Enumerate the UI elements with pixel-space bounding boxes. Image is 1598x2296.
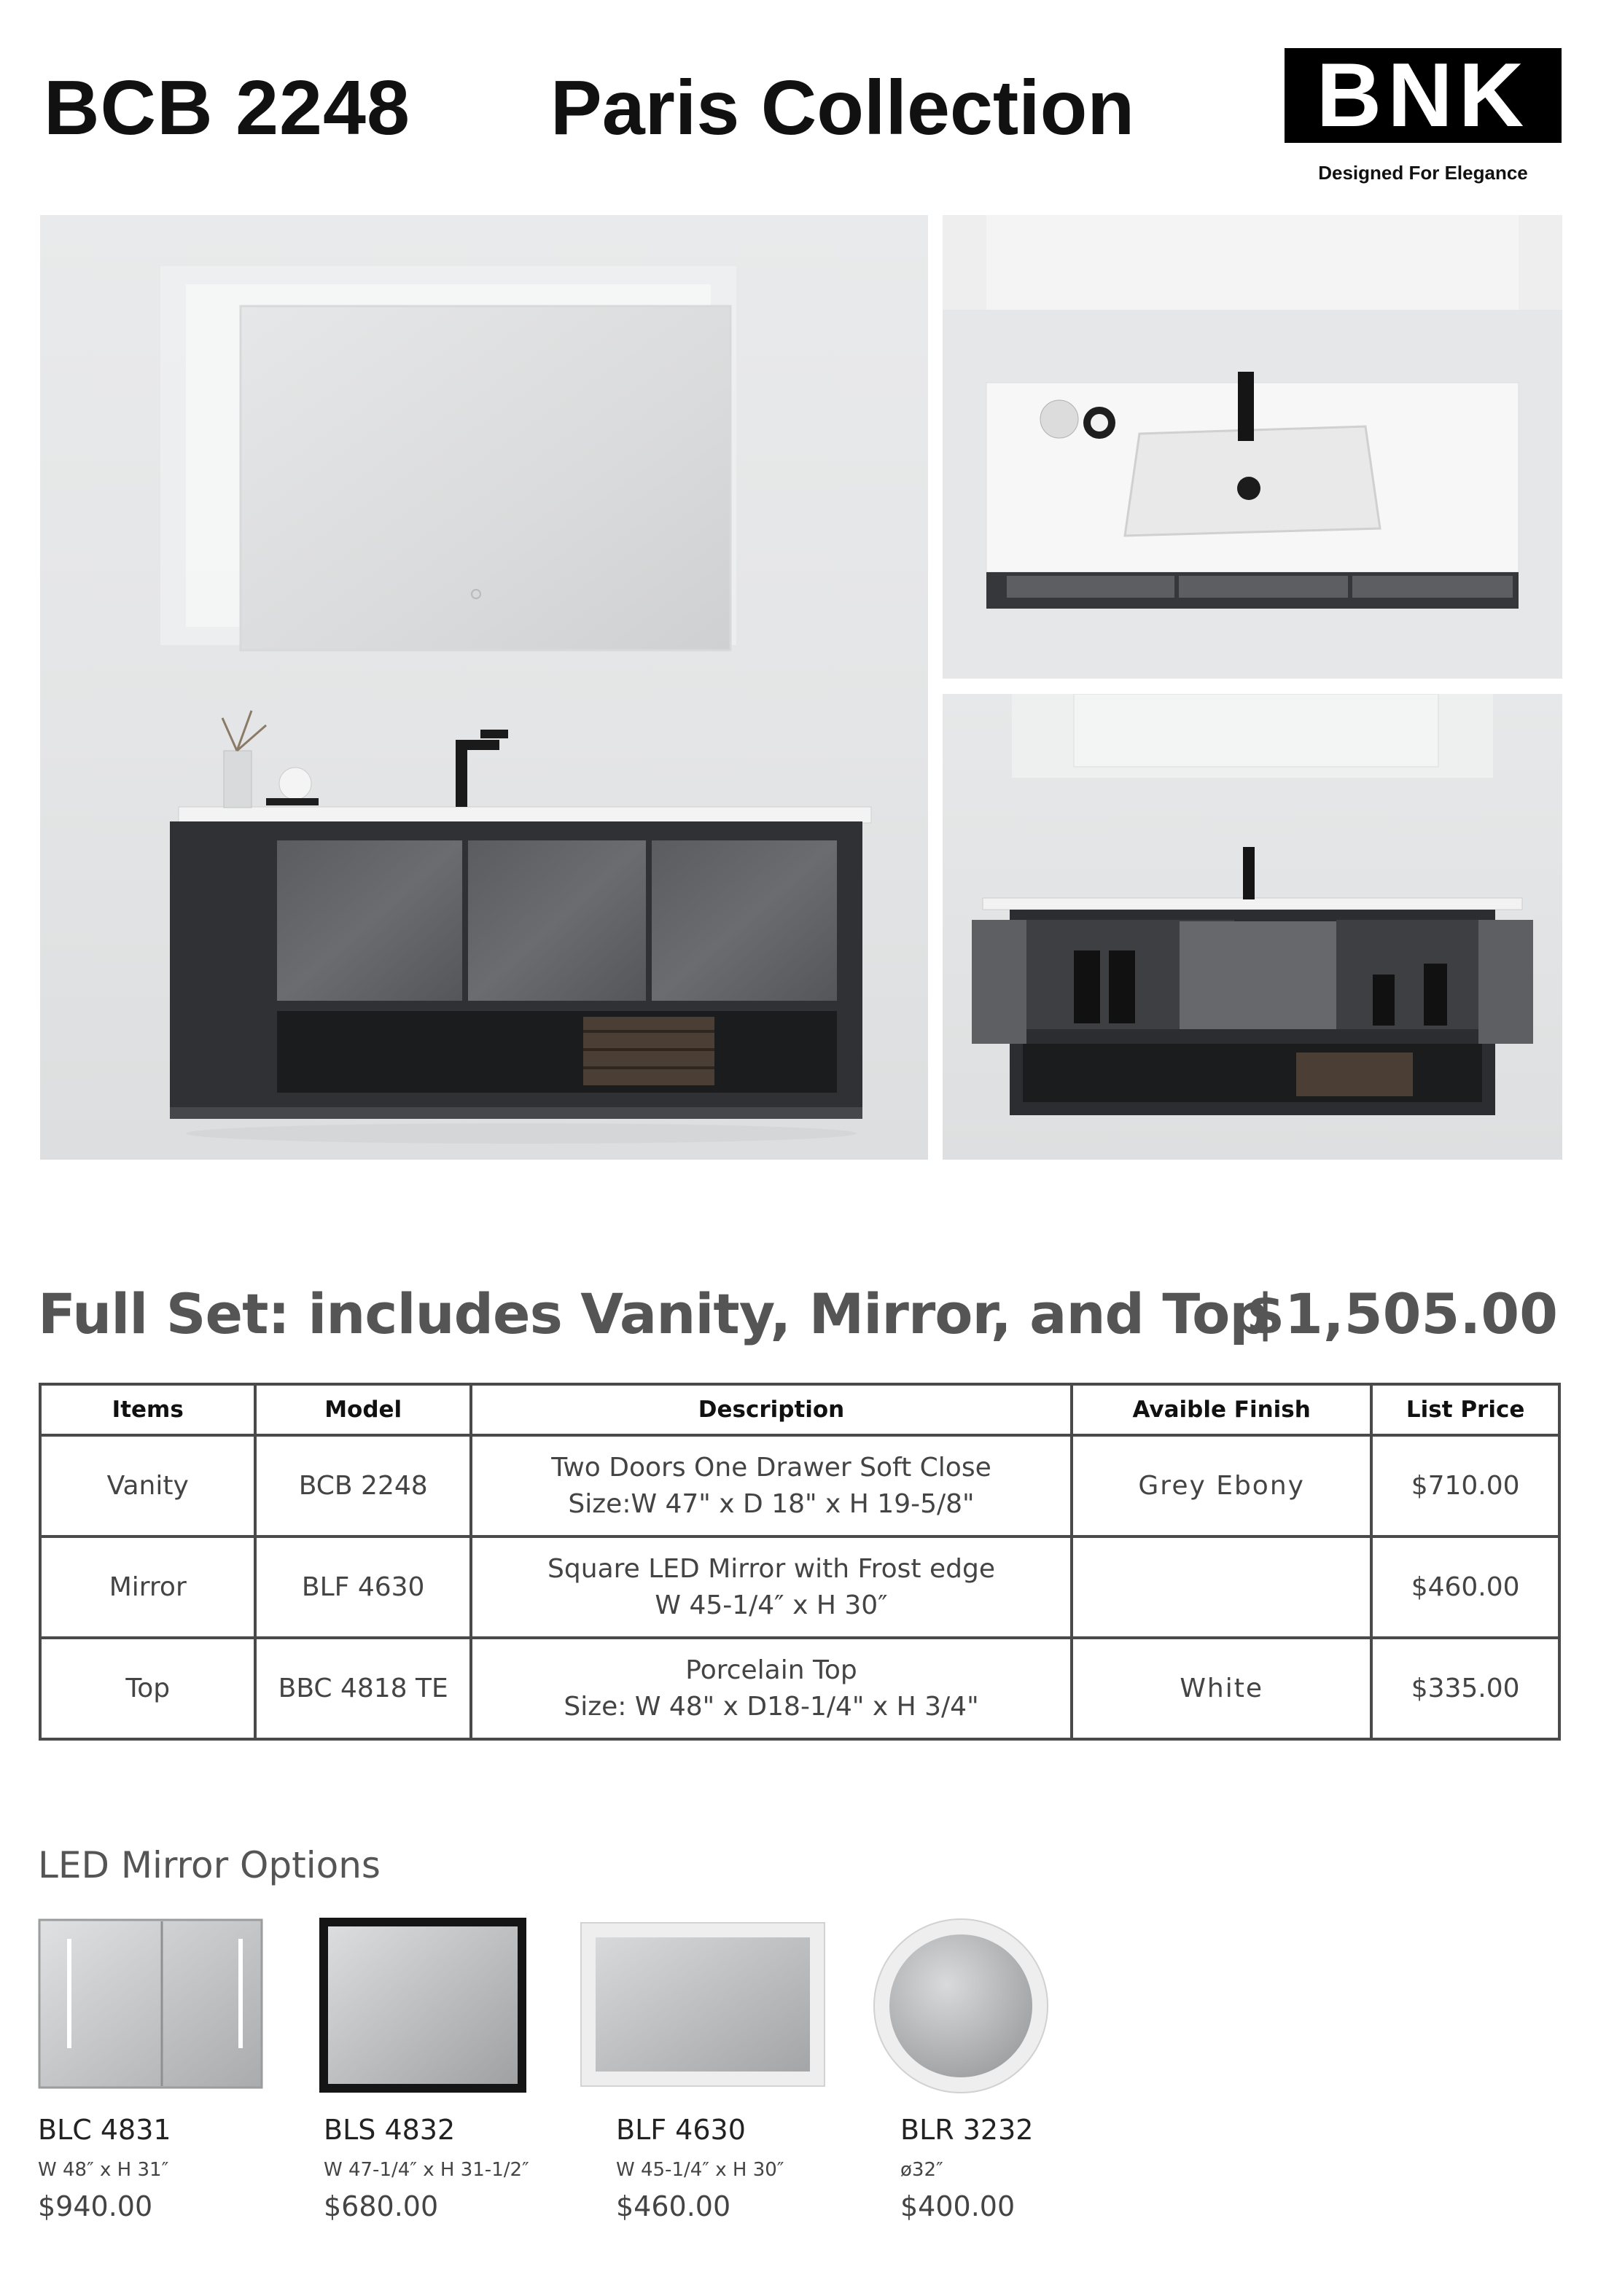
cell-finish: White [1072,1638,1371,1739]
full-set-price: $1,505.00 [1246,1281,1558,1346]
cell-model: BBC 4818 TE [255,1638,470,1739]
mirror-option-blf4630 [580,1921,827,2089]
cell-price: $710.00 [1371,1435,1559,1536]
brand-tagline: Designed For Elegance [1318,162,1528,184]
option-price: $680.00 [324,2190,439,2222]
table-row [40,1435,1559,1536]
cell-price: $460.00 [1371,1536,1559,1638]
cell-item: Vanity [40,1435,255,1536]
medicine-cabinet-image [38,1917,264,2096]
option-size: W 45-1/4″ x H 30″ [616,2159,784,2181]
cell-model: BLF 4630 [255,1536,470,1638]
option-name: BLS 4832 [324,2114,456,2146]
header-description: Description [471,1384,1072,1435]
desc-line-2: Size: W 48" x D18-1/4" x H 3/4" [564,1691,979,1722]
cell-item: Top [40,1638,255,1739]
option-name: BLR 3232 [900,2114,1034,2146]
main-product-photo [40,215,928,1160]
cell-finish [1072,1536,1371,1638]
round-mirror-image [872,1917,1051,2096]
frost-edge-mirror-image [580,1921,827,2089]
open-cabinet-photo [943,694,1562,1160]
cell-description [471,1638,1072,1739]
header-finish: Avaible Finish [1072,1384,1371,1435]
mirror-option-blr3232 [872,1917,1051,2096]
vanity-open-illustration [943,694,1562,1160]
top-view-photo [943,215,1562,679]
header-model: Model [255,1384,470,1435]
option-size: W 48″ x H 31″ [38,2159,169,2181]
spec-table [39,1383,1561,1741]
logo-text: BNK [1316,45,1530,146]
cell-finish: Grey Ebony [1072,1435,1371,1536]
desc-line-1: Two Doors One Drawer Soft Close [551,1452,991,1483]
option-price: $400.00 [900,2190,1016,2222]
cell-item: Mirror [40,1536,255,1638]
cell-description [471,1536,1072,1638]
mirror-option-bls4832 [316,1915,529,2097]
full-set-label: Full Set: includes Vanity, Mirror, and Top [38,1281,1268,1346]
option-size: ø32″ [900,2159,943,2181]
vanity-top-illustration [943,215,1562,679]
option-price: $940.00 [38,2190,153,2222]
option-name: BLF 4630 [616,2114,746,2146]
framed-mirror-image [316,1915,529,2097]
header-items: Items [40,1384,255,1435]
mirror-option-blc4831 [38,1917,264,2096]
model-code: BCB 2248 [44,65,410,151]
collection-title: Paris Collection [550,65,1135,151]
cell-price: $335.00 [1371,1638,1559,1739]
vanity-front-illustration [40,215,928,1160]
desc-line-1: Porcelain Top [685,1655,857,1685]
cell-description [471,1435,1072,1536]
option-size: W 47-1/4″ x H 31-1/2″ [324,2159,529,2181]
cell-model: BCB 2248 [255,1435,470,1536]
brand-logo [1285,45,1562,146]
desc-line-2: Size:W 47" x D 18" x H 19-5/8" [568,1488,975,1519]
desc-line-2: W 45-1/4″ x H 30″ [655,1590,888,1620]
options-title: LED Mirror Options [38,1844,381,1886]
table-header-row [40,1384,1559,1435]
option-name: BLC 4831 [38,2114,171,2146]
table-row [40,1536,1559,1638]
header-list-price: List Price [1371,1384,1559,1435]
option-price: $460.00 [616,2190,731,2222]
desc-line-1: Square LED Mirror with Frost edge [547,1553,995,1584]
table-row [40,1638,1559,1739]
